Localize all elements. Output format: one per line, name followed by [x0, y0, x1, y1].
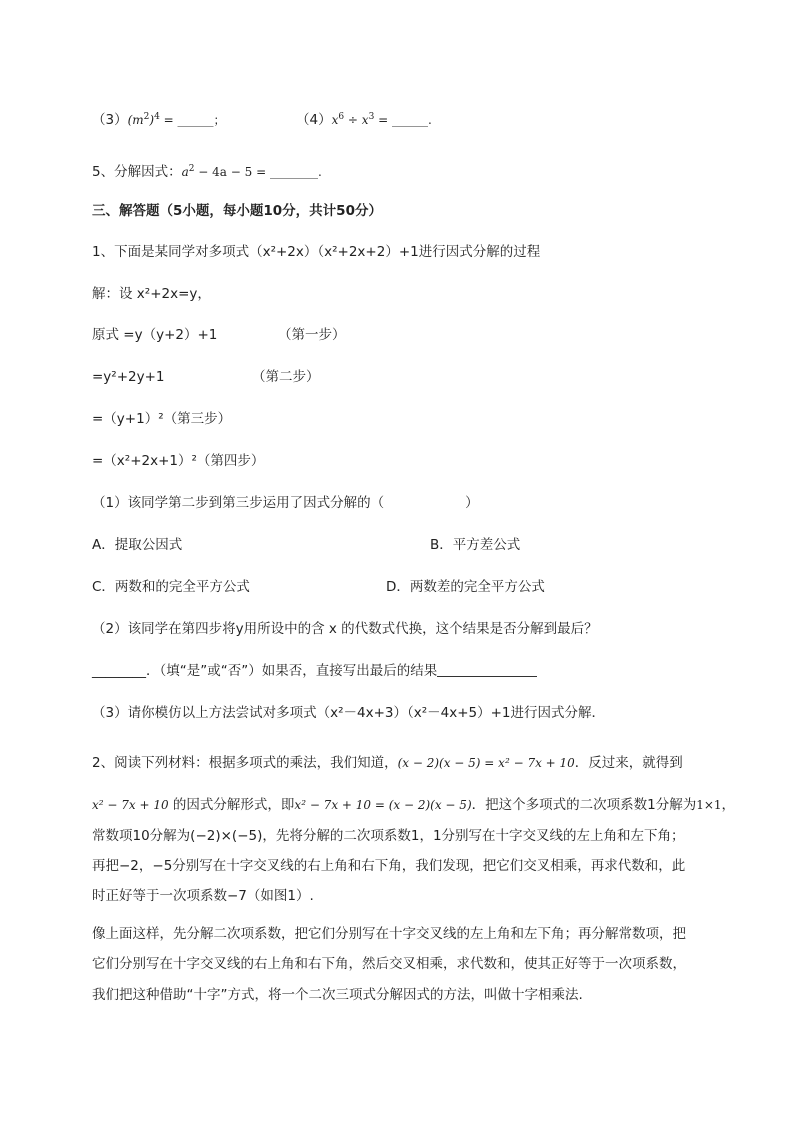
problem-2-para-2-line-3: 我们把这种借助“十字”方式，将一个二次三项式分解因式的方法，叫做十字相乘法. [92, 987, 583, 1003]
expr-4-term-b-exponent: 3 [368, 112, 375, 122]
problem-2-para-2-line-1: 像上面这样，先分解二次项系数，把它们分别写在十字交叉线的左上角和左下角；再分解常数项，把 [92, 926, 686, 942]
problem-1-step-3: =（y+1）²（第三步） [92, 411, 232, 427]
fill-blank-item-4 [296, 108, 432, 129]
section-3-heading: 三、解答题（5小题，每小题10分，共计50分） [92, 203, 382, 219]
problem-2-line-1-text-a: 2、阅读下列材料：根据多项式的乘法，我们知道， [92, 755, 398, 771]
step-1-label: （第一步） [278, 327, 346, 343]
problem-2-line-5: 时正好等于一次项系数−7（如图1）. [92, 888, 314, 904]
problem-2-line-1 [92, 754, 683, 772]
sub-question-2: （2）该同学在第四步将y用所设中的含 x 的代数式代换，这个结果是否分解到最后？ [92, 621, 598, 637]
item-3-number: （3） [92, 112, 128, 128]
sub-question-1: （1）该同学第二步到第三步运用了因式分解的（ ） [92, 495, 479, 511]
expr-4-term-a-exponent: 6 [338, 112, 345, 122]
expr-4-term-a: x [331, 113, 339, 127]
expr-3-inner-exponent: 2 [143, 112, 150, 122]
sub-question-3: （3）请你模仿以上方法尝试对多项式（x²－4x+3）（x²－4x+5）+1进行因式分解． [92, 705, 605, 721]
problem-2-line-1-text-b: ．反过来，就得到 [574, 755, 683, 771]
problem-2-line-2-text-b: ．把这个多项式的二次项系数1分解为 [471, 797, 697, 813]
problem-2-line-2-text-a: 的因式分解形式，即 [168, 797, 295, 813]
problem-2-line-2-expr-2: x² − 7x + 10 = (x − 2)(x − 5) [294, 798, 472, 812]
problem-2-line-2 [92, 796, 735, 814]
problem-2-line-1-expr: (x − 2)(x − 5) = x² − 7x + 10 [397, 756, 575, 770]
sub-question-2-answer-line [92, 662, 537, 680]
problem-2-line-2-expr-1: x² − 7x + 10 [92, 798, 169, 812]
option-c: C．两数和的完全平方公式 [92, 579, 250, 595]
problem-1-step-1 [92, 326, 217, 344]
problem-2-line-3: 常数项10分解为(−2)×(−5)，先将分解的二次项系数1，1分别写在十字交叉线的左上角和左下角； [92, 828, 685, 844]
problem-1-step-2: =y²+2y+1 [92, 369, 165, 385]
option-d: D．两数差的完全平方公式 [386, 579, 545, 595]
sub-question-2-fill-text: ________．（填“是”或“否”）如果否，直接写出最后的结果 [92, 663, 438, 679]
expr-3-outer-exponent: 4 [154, 112, 160, 122]
step-1-expr: 原式 =y（y+2）+1 [92, 327, 218, 343]
problem-1-step-4: =（x²+2x+1）²（第四步） [92, 453, 265, 469]
expr-3-answer-blank: = ______； [159, 113, 226, 127]
question-5-expr-rest: − 4a − 5 = ________. [194, 165, 322, 179]
question-5-expr-a: a [181, 165, 189, 179]
expr-4-term-b: x [361, 113, 369, 127]
problem-2-line-2-text-c: ， [721, 797, 736, 813]
problem-2-para-2-line-2: 它们分别写在十字交叉线的右上角和右下角，然后交叉相乘，求代数和，使其正好等于一次项系数， [92, 956, 686, 972]
problem-1-intro: 1、下面是某同学对多项式（x²+2x）（x²+2x+2）+1进行因式分解的过程 [92, 244, 541, 260]
step-2-label: （第二步） [252, 369, 320, 385]
option-a: A．提取公因式 [92, 537, 183, 553]
expr-4-operator: ÷ [344, 113, 362, 127]
expr-3-base: (m [127, 113, 144, 127]
question-5-prefix: 5、分解因式： [92, 164, 182, 180]
option-b: B．平方差公式 [430, 537, 521, 553]
expr-4-answer-blank: = ______. [374, 113, 432, 127]
expr-3-close: ) [149, 113, 155, 127]
final-result-blank [437, 662, 537, 677]
problem-1-solution-let: 解：设 x²+2x=y， [92, 286, 211, 302]
question-5-expr-exponent: 2 [188, 164, 195, 174]
problem-2-line-2-expr-3: 1×1 [696, 798, 722, 812]
item-4-number: （4） [296, 112, 332, 128]
question-5 [92, 160, 322, 181]
problem-2-line-4: 再把−2，−5分别写在十字交叉线的右上角和右下角，我们发现，把它们交叉相乘，再求代数和，此 [92, 858, 686, 874]
fill-blank-line-3-4 [92, 108, 226, 129]
